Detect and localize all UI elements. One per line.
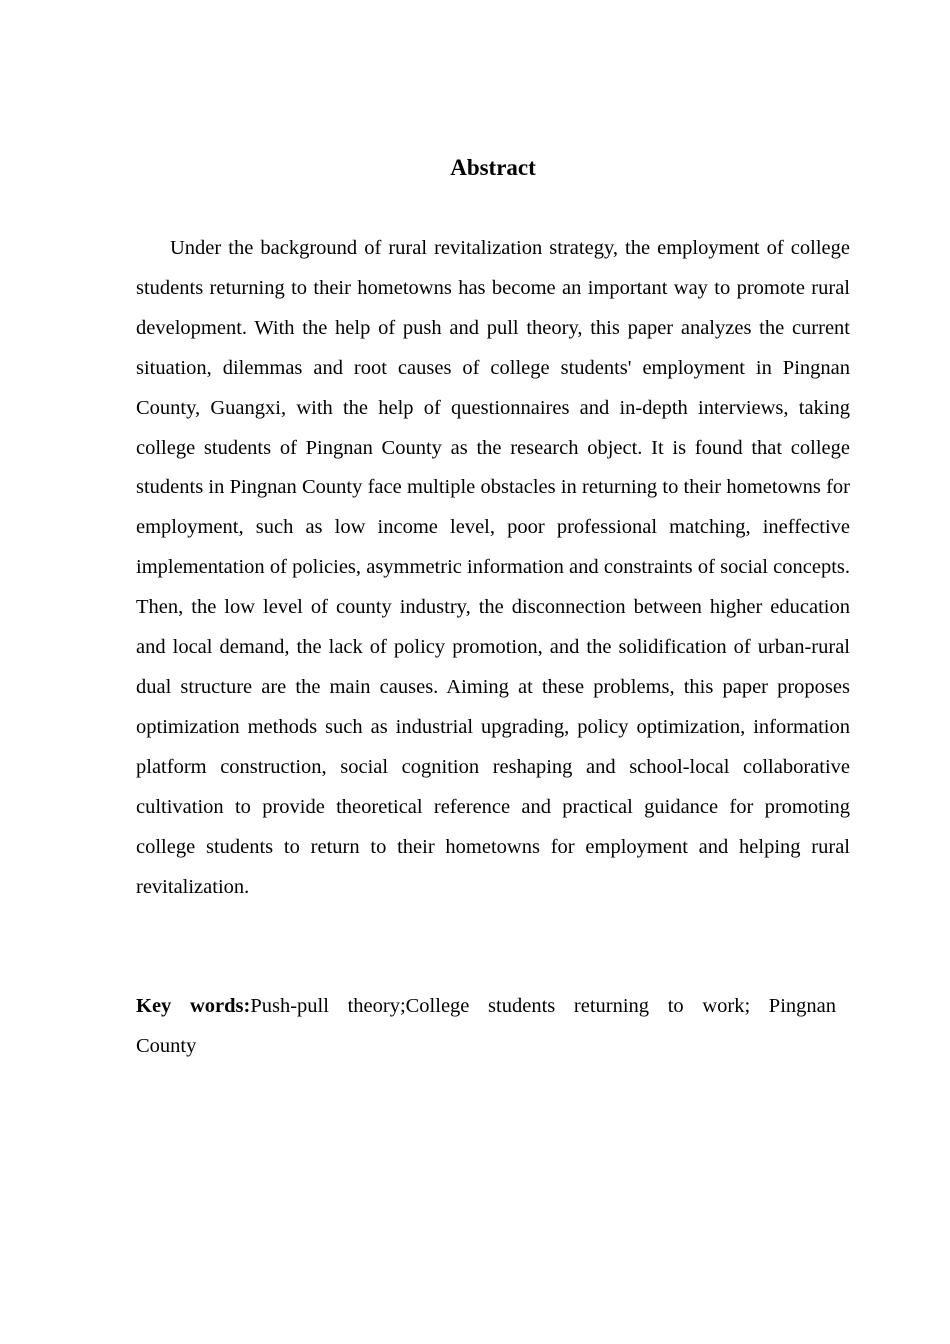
keywords-text: Push-pull theory;College students returning to work; Pingnan County [136, 995, 836, 1057]
abstract-title: Abstract [450, 155, 536, 180]
keywords-line [136, 987, 836, 1067]
keywords-label: Key words: [136, 995, 251, 1017]
abstract-paragraph: Under the background of rural revitalization strategy, the employment of college students returning to their hometowns has become an important way to promote rural development. With the help of push and pull theory, this paper analyzes the current situation, dilemmas and root causes of college students' employment in Pingnan County, Guangxi, with the help of questionnaires and in-depth interviews, taking college students of Pingnan County as the research object. It is found that college students in Pingnan County face multiple obstacles in returning to their hometowns for employment, such as low income level, poor professional matching, ineffective implementation of policies, asymmetric information and constraints of social concepts. Then, the low level of county industry, the disconnection between higher education and local demand, the lack of policy promotion, and the solidification of urban-rural dual structure are the main causes. Aiming at these problems, this paper proposes optimization methods such as industrial upgrading, policy optimization, information platform construction, social cognition reshaping and school-local collaborative cultivation to provide theoretical reference and practical guidance for promoting college students to return to their hometowns for employment and helping rural revitalization. [136, 237, 850, 898]
